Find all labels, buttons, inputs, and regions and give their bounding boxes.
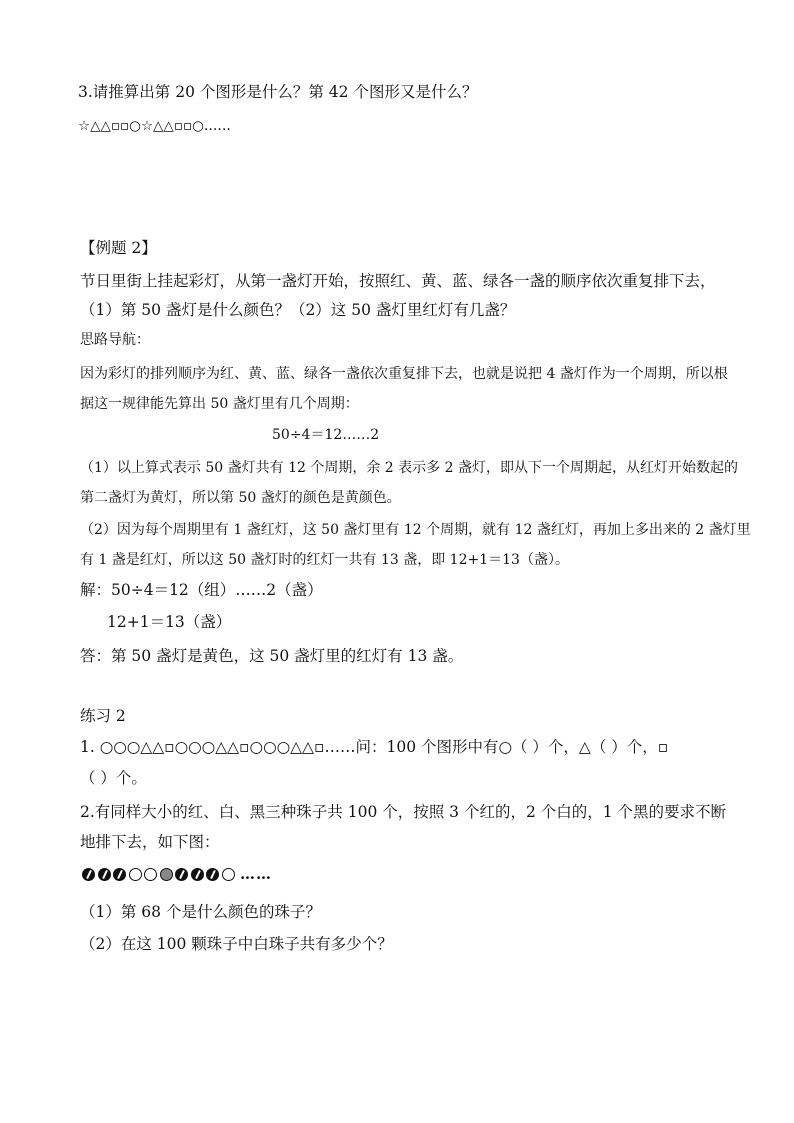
solution-line-2: 12+1＝13（盏） (107, 613, 232, 631)
sub-question-2: （2）在这 100 颗珠子中白珠子共有多少个？ (80, 935, 393, 953)
explanation-part-1-line-2: 第二盏灯为黄灯，所以第 50 盏灯的颜色是黄颜色。 (80, 490, 401, 506)
shape-sequence: ☆△△▫▫○☆△△▫▫○…… (78, 118, 231, 134)
practice-2-title: 练习 2 (80, 707, 126, 725)
practice-question-1-line-2: （ ）个。 (80, 769, 147, 787)
bead-sequence-ellipsis: …… (240, 865, 272, 883)
explanation-part-1-line-1: （1）以上算式表示 50 盏灯共有 12 个周期，余 2 表示多 2 盏灯，即从下一个周期起，从红灯开始数起的 (80, 460, 738, 476)
example-2-stem-line-2: （1）第 50 盏灯是什么颜色？（2）这 50 盏灯里红灯有几盏？ (80, 301, 516, 319)
sub-question-1: （1）第 68 个是什么颜色的珠子？ (80, 903, 321, 921)
bead-red (82, 868, 95, 881)
hint-line-2: 据这一规律能先算出 50 盏灯里有几个周期： (80, 396, 359, 412)
bead-red (113, 868, 126, 881)
division-formula: 50÷4＝12……2 (272, 427, 380, 443)
question-3-text: 3.请推算出第 20 个图形是什么？第 42 个图形又是什么？ (78, 83, 478, 101)
bead-red (206, 868, 219, 881)
hint-title: 思路导航： (80, 332, 150, 348)
bead-white (222, 868, 235, 881)
bead-black (160, 868, 173, 881)
answer-line: 答：第 50 盏灯是黄色，这 50 盏灯里的红灯有 13 盏。 (80, 647, 464, 665)
explanation-part-2-line-2: 有 1 盏是红灯，所以这 50 盏灯时的红灯一共有 13 盏，即 12+1＝13（盏）。 (80, 552, 569, 568)
bead-red (98, 868, 111, 881)
solution-line-1: 解：50÷4＝12（组）……2（盏） (80, 581, 323, 599)
practice-question-2-line-2: 地排下去，如下图： (80, 833, 220, 851)
bead-sequence (82, 864, 272, 884)
bead-white (144, 868, 157, 881)
practice-question-1-line-1: 1. ○○○△△▫○○○△△▫○○○△△▫……问：100 个图形中有○（ ）个，△（ ）个，▫ (80, 738, 669, 756)
hint-line-1: 因为彩灯的排列顺序为红、黄、蓝、绿各一盏依次重复排下去，也就是说把 4 盏灯作为一个周期，所以根 (80, 366, 728, 382)
example-2-title: 【例题 2】 (80, 239, 157, 257)
bead-white (129, 868, 142, 881)
example-2-stem-line-1: 节日里街上挂起彩灯，从第一盏灯开始，按照红、黄、蓝、绿各一盏的顺序依次重复排下去， (80, 272, 716, 290)
bead-red (175, 868, 188, 881)
explanation-part-2-line-1: （2）因为每个周期里有 1 盏红灯，这 50 盏灯里有 12 个周期，就有 12 盏红灯，再加上多出来的 2 盏灯里 (80, 522, 751, 538)
practice-question-2-line-1: 2.有同样大小的红、白、黑三种珠子共 100 个，按照 3 个红的，2 个白的，1 个黑的要求不断 (80, 803, 727, 821)
bead-red (191, 868, 204, 881)
